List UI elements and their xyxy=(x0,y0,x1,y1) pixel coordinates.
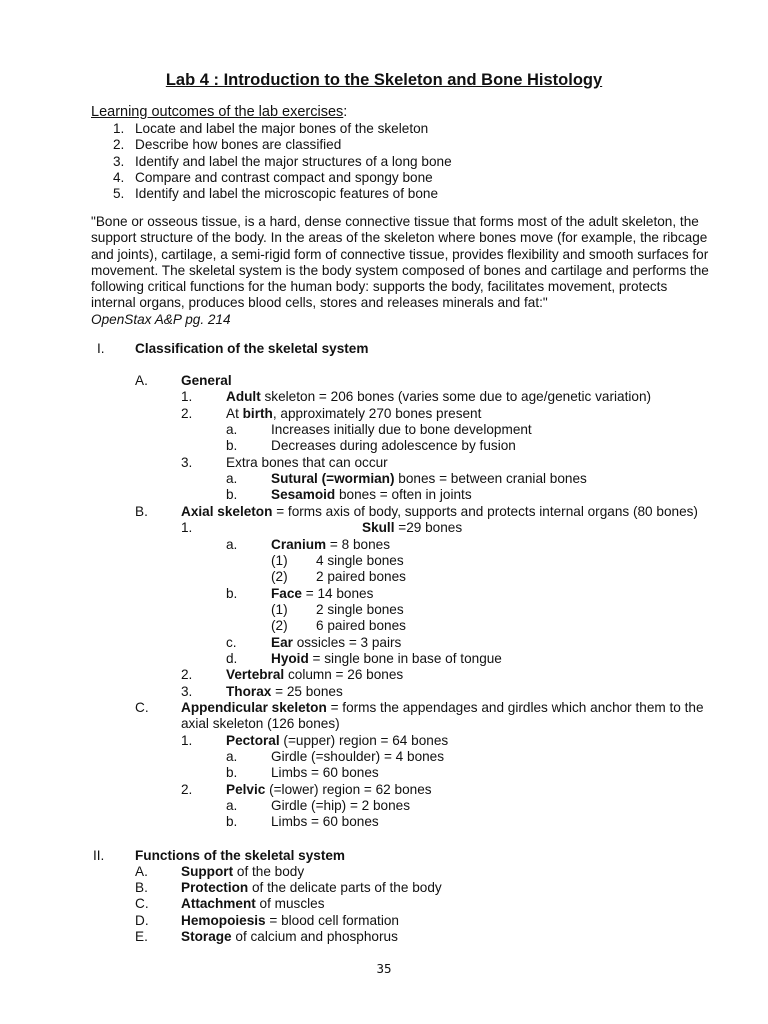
outline-marker: 2. xyxy=(181,667,193,682)
section-title: Functions of the skeletal system xyxy=(135,848,346,863)
section-title: Classification of the skeletal system xyxy=(135,341,369,356)
quote-citation: OpenStax A&P pg. 214 xyxy=(91,311,231,327)
outline-rest: = 8 bones xyxy=(326,537,391,552)
outline-item xyxy=(0,765,768,781)
outline-rest: = 14 bones xyxy=(301,586,374,601)
quote-line: internal organs, produces blood cells, stores and releases minerals and fat:" xyxy=(91,295,548,311)
outline-bold-term: birth xyxy=(242,406,273,421)
outline-item xyxy=(0,651,768,667)
section-numeral: I. xyxy=(97,341,105,356)
outline-marker: E. xyxy=(135,929,148,944)
outline-marker: A. xyxy=(135,373,148,388)
outline-item xyxy=(0,814,768,830)
outline-item xyxy=(0,602,768,618)
list-number: 4. xyxy=(113,169,125,185)
outline-text: Limbs = 60 bones xyxy=(271,765,379,780)
outline-rest: (=lower) region = 62 bones xyxy=(265,782,432,797)
outline-bold-term: Appendicular skeleton xyxy=(181,700,327,715)
outline-marker: 3. xyxy=(181,455,193,470)
section-numeral: II. xyxy=(93,848,105,863)
outline-text xyxy=(271,651,502,667)
outline-item xyxy=(0,406,768,422)
list-text: Describe how bones are classified xyxy=(135,137,342,153)
outline-item xyxy=(0,553,768,569)
outline-text: axial skeleton (126 bones) xyxy=(181,716,340,731)
outline-item xyxy=(0,618,768,634)
outline-item xyxy=(0,880,768,896)
outline-pre: At xyxy=(226,406,243,421)
quote-paragraph xyxy=(91,214,723,328)
learning-outcome-item xyxy=(113,186,452,202)
outline-item-axial-skeleton xyxy=(0,504,768,520)
outline-rest: bones = often in joints xyxy=(335,487,472,502)
outline-rest: = 25 bones xyxy=(271,684,343,699)
outline-bold-term: Attachment xyxy=(181,896,256,911)
outline-rest: of the body xyxy=(233,864,305,879)
outline-marker: b. xyxy=(226,814,238,829)
list-number: 2. xyxy=(113,137,125,153)
outline-bold-term: Axial skeleton xyxy=(181,504,273,519)
outline-bold-term: Thorax xyxy=(226,684,272,699)
outline-marker: d. xyxy=(226,651,238,666)
outline-text xyxy=(226,406,481,422)
outline-bold-term: Adult xyxy=(226,389,261,404)
outline-item xyxy=(0,733,768,749)
learning-outcome-item xyxy=(113,154,452,170)
outline-text xyxy=(181,880,442,896)
outline-bold-term: Ear xyxy=(271,635,293,650)
outline-text xyxy=(271,586,373,602)
section-heading-functions xyxy=(0,848,768,864)
outline-bold-term: Pelvic xyxy=(226,782,266,797)
learning-outcome-item xyxy=(113,121,452,137)
outline-marker: D. xyxy=(135,913,149,928)
list-text: Identify and label the microscopic features of bone xyxy=(135,186,439,202)
outline-marker: (2) xyxy=(271,569,288,584)
outline-bold-term: Cranium xyxy=(271,537,327,552)
learning-outcomes-heading-colon: : xyxy=(343,104,348,120)
outline-marker: a. xyxy=(226,798,238,813)
outline-rest: bones = between cranial bones xyxy=(394,471,587,486)
outline-text xyxy=(271,471,587,487)
outline-rest: =29 bones xyxy=(394,520,463,535)
outline-rest: (=upper) region = 64 bones xyxy=(279,733,449,748)
outline-rest: ossicles = 3 pairs xyxy=(292,635,402,650)
outline-marker: b. xyxy=(226,438,238,453)
outline-marker: A. xyxy=(135,864,148,879)
quote-line: following critical functions for the human body: supports the body, facilitates movement, protects xyxy=(91,279,668,295)
outline-text xyxy=(226,389,651,405)
quote-line: movement. The skeletal system is the body system composed of bones and cartilage and performs the xyxy=(91,262,709,278)
outline-marker: (1) xyxy=(271,553,288,568)
outline-text: 4 single bones xyxy=(316,553,404,568)
outline-bold-term: Pectoral xyxy=(226,733,280,748)
outline-marker: B. xyxy=(135,504,148,519)
list-text: Identify and label the major structures of a long bone xyxy=(135,153,452,169)
outline-continuation xyxy=(0,716,768,732)
outline-item xyxy=(0,471,768,487)
learning-outcomes-heading-text: Learning outcomes of the lab exercises xyxy=(91,104,344,120)
outline-text: Girdle (=shoulder) = 4 bones xyxy=(271,749,445,764)
outline-text: 2 paired bones xyxy=(316,569,406,584)
outline-item xyxy=(0,749,768,765)
list-text: Compare and contrast compact and spongy bone xyxy=(135,169,433,185)
outline-marker: 1. xyxy=(181,389,193,404)
outline-text: Extra bones that can occur xyxy=(226,455,388,470)
outline-marker: B. xyxy=(135,880,148,895)
page-number: 35 xyxy=(376,961,392,976)
outline-text xyxy=(271,537,390,553)
outline-item xyxy=(0,537,768,553)
outline-item xyxy=(0,667,768,683)
outline-item-appendicular-skeleton xyxy=(0,700,768,716)
outline-text xyxy=(181,504,698,520)
outline-text: Increases initially due to bone development xyxy=(271,422,532,437)
outline-marker: C. xyxy=(135,700,149,715)
outline-text xyxy=(226,684,343,700)
outline-rest: of muscles xyxy=(255,896,325,911)
outline-marker: b. xyxy=(226,487,238,502)
list-number: 1. xyxy=(113,121,125,136)
outline-item xyxy=(0,635,768,651)
outline-text: 2 single bones xyxy=(316,602,404,617)
list-number: 3. xyxy=(113,153,125,169)
outline-marker: a. xyxy=(226,749,238,764)
quote-line: support structure of the body. In the areas of the skeleton where bones move (for example, the ribcage xyxy=(91,230,708,246)
outline-marker: 1. xyxy=(181,520,193,535)
outline-text: Decreases during adolescence by fusion xyxy=(271,438,516,453)
outline-item xyxy=(0,929,768,945)
outline-marker: b. xyxy=(226,586,238,601)
outline-text: Limbs = 60 bones xyxy=(271,814,379,829)
outline-bold-term: Storage xyxy=(181,929,232,944)
outline-text: Girdle (=hip) = 2 bones xyxy=(271,798,411,813)
outline-text xyxy=(181,913,399,929)
outline-text xyxy=(181,929,398,945)
outline-marker: (1) xyxy=(271,602,288,617)
outline-rest: , approximately 270 bones present xyxy=(272,406,482,421)
outline-bold-term: Sutural (=wormian) xyxy=(271,471,395,486)
outline-item xyxy=(0,782,768,798)
learning-outcomes-list xyxy=(113,121,452,202)
learning-outcome-item xyxy=(113,137,452,153)
outline-marker: (2) xyxy=(271,618,288,633)
outline-bold-term: Protection xyxy=(181,880,249,895)
outline-bold-term: Face xyxy=(271,586,302,601)
outline-bold-term: Hemopoiesis xyxy=(181,913,266,928)
outline-rest: column = 26 bones xyxy=(284,667,404,682)
outline-item xyxy=(0,684,768,700)
outline-text: 6 paired bones xyxy=(316,618,406,633)
outline-marker: C. xyxy=(135,896,149,911)
outline-text xyxy=(181,864,304,880)
outline-text xyxy=(181,700,704,716)
quote-line: and joints), cartilage, a semi-rigid form of connective tissue, provides flexibility and smooth surfaces for xyxy=(91,246,709,262)
outline-bold-term: Support xyxy=(181,864,234,879)
outline-rest: skeleton = 206 bones (varies some due to age/genetic variation) xyxy=(260,389,652,404)
outline-text xyxy=(226,733,448,749)
outline-item xyxy=(0,864,768,880)
outline-marker: a. xyxy=(226,537,238,552)
document-title: Lab 4 : Introduction to the Skeleton and Bone Histology xyxy=(165,71,603,89)
outline-heading: General xyxy=(181,373,232,388)
outline-marker: a. xyxy=(226,471,238,486)
outline-rest: = single bone in base of tongue xyxy=(308,651,502,666)
outline-text xyxy=(181,896,325,912)
outline-bold-term: Sesamoid xyxy=(271,487,336,502)
outline-marker: 2. xyxy=(181,782,193,797)
outline-rest: = blood cell formation xyxy=(265,913,399,928)
section-heading-classification xyxy=(0,341,768,357)
outline-rest: of calcium and phosphorus xyxy=(231,929,398,944)
outline-item-general xyxy=(0,373,768,389)
outline-item xyxy=(0,520,768,536)
outline-item xyxy=(0,455,768,471)
outline-marker: a. xyxy=(226,422,238,437)
learning-outcome-item xyxy=(113,170,452,186)
outline-marker: 2. xyxy=(181,406,193,421)
list-number: 5. xyxy=(113,186,125,202)
outline-bold-term: Hyoid xyxy=(271,651,309,666)
outline-item xyxy=(0,586,768,602)
outline-rest: of the delicate parts of the body xyxy=(248,880,442,895)
quote-line: "Bone or osseous tissue, is a hard, dense connective tissue that forms most of the adult skeleton, the xyxy=(91,214,699,229)
outline-item xyxy=(0,487,768,503)
outline-item xyxy=(0,913,768,929)
outline-text xyxy=(226,782,432,798)
outline-marker: 3. xyxy=(181,684,193,699)
outline-marker: b. xyxy=(226,765,238,780)
outline-rest: = forms the appendages and girdles which anchor them to the xyxy=(326,700,704,715)
outline-item xyxy=(0,798,768,814)
outline-bold-term: Vertebral xyxy=(226,667,285,682)
outline-bold-term: Skull xyxy=(362,520,395,535)
list-text: Locate and label the major bones of the skeleton xyxy=(135,121,429,136)
outline-item xyxy=(0,438,768,454)
outline-item xyxy=(0,569,768,585)
outline-marker: c. xyxy=(226,635,237,650)
outline-text xyxy=(271,635,401,651)
outline-item xyxy=(0,422,768,438)
outline-text xyxy=(226,667,403,683)
outline-marker: 1. xyxy=(181,733,193,748)
outline-item xyxy=(0,389,768,405)
outline-text xyxy=(362,520,462,536)
outline-rest: = forms axis of body, supports and protects internal organs (80 bones) xyxy=(272,504,698,519)
outline-item xyxy=(0,896,768,912)
outline-text xyxy=(271,487,472,503)
learning-outcomes-heading xyxy=(91,104,347,120)
